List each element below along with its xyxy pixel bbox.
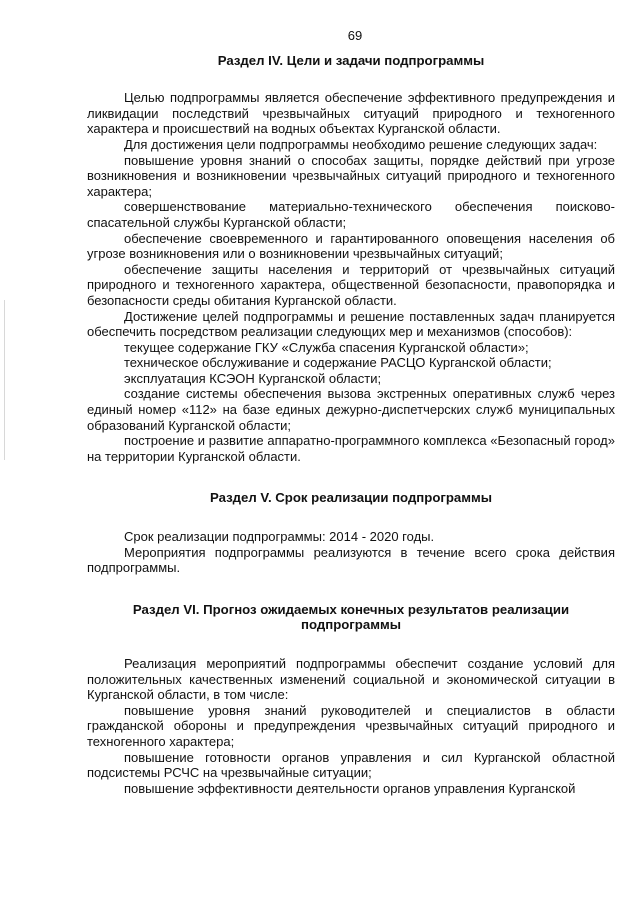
section-6-paragraph: повышение уровня знаний руководителей и специалистов в области гражданской обороны и предупреждения чрезвычайных ситуаций природного и техногенного характера; [87,702,615,749]
section-5-paragraph: Мероприятия подпрограммы реализуются в течение всего срока действия подпрограммы. [87,544,615,576]
section-5-title: Раздел V. Срок реализации подпрограммы [209,490,493,506]
section-6-title: Раздел VI. Прогноз ожидаемых конечных результатов реализации подпрограммы [132,601,570,633]
section-4-paragraph: Целью подпрограммы является обеспечение эффективного предупреждения и ликвидации последствий чрезвычайных ситуаций природного и техногенного характера и происшествий на водных объектах Курганской области. [87,90,615,137]
section-4-paragraph: Достижение целей подпрограммы и решение поставленных задач планируется обеспечить посредством реализации следующих мер и механизмов (способов): [87,308,615,340]
section-4-paragraph: совершенствование материально-технического обеспечения поисково-спасательной службы Курганской области; [87,199,615,230]
section-4-paragraph: обеспечение своевременного и гарантированного оповещения населения об угрозе возникновения или о возникновении чрезвычайных ситуаций; [87,230,615,262]
section-4-paragraph: обеспечение защиты населения и территорий от чрезвычайных ситуаций природного и техногенного характера, общественной безопасности, правопорядка и безопасности среды обитания Курганской области. [87,261,615,308]
section-6-paragraph: Реализация мероприятий подпрограммы обеспечит создание условий для положительных качественных изменений социальной и экономической ситуации в Курганской области, в том числе: [87,656,615,703]
document-page [87,28,615,796]
section-4-paragraph: техническое обслуживание и содержание РАСЦО Курганской области; [124,355,552,371]
section-4-paragraph: эксплуатация КСЭОН Курганской области; [124,370,382,386]
scan-margin-line [4,300,5,460]
section-6-paragraph: повышение готовности органов управления и сил Курганской областной подсистемы РСЧС на чрезвычайные ситуации; [87,749,615,781]
section-4 [87,53,615,465]
section-4-paragraph: создание системы обеспечения вызова экстренных оперативных служб через единый номер «112» на базе единых дежурно-диспетчерских служб муниципальных образований Курганской области; [87,386,615,433]
section-4-paragraph: повышение уровня знаний о способах защиты, порядке действий при угрозе возникновения и возникновении чрезвычайных ситуаций природного и техногенного характера; [87,152,615,199]
section-5 [87,490,615,575]
section-4-paragraph: построение и развитие аппаратно-программного комплекса «Безопасный город» на территории Курганской области. [87,433,615,464]
section-4-title: Раздел IV. Цели и задачи подпрограммы [217,52,485,68]
section-6-paragraph: повышение эффективности деятельности органов управления Курганской [124,780,576,796]
section-5-paragraph: Срок реализации подпрограммы: 2014 - 2020 годы. [124,529,435,545]
page-number: 69 [347,28,363,43]
section-6 [87,602,615,797]
section-4-paragraph: Для достижения цели подпрограммы необходимо решение следующих задач: [124,136,598,152]
section-4-paragraph: текущее содержание ГКУ «Служба спасения Курганской области»; [124,339,529,355]
